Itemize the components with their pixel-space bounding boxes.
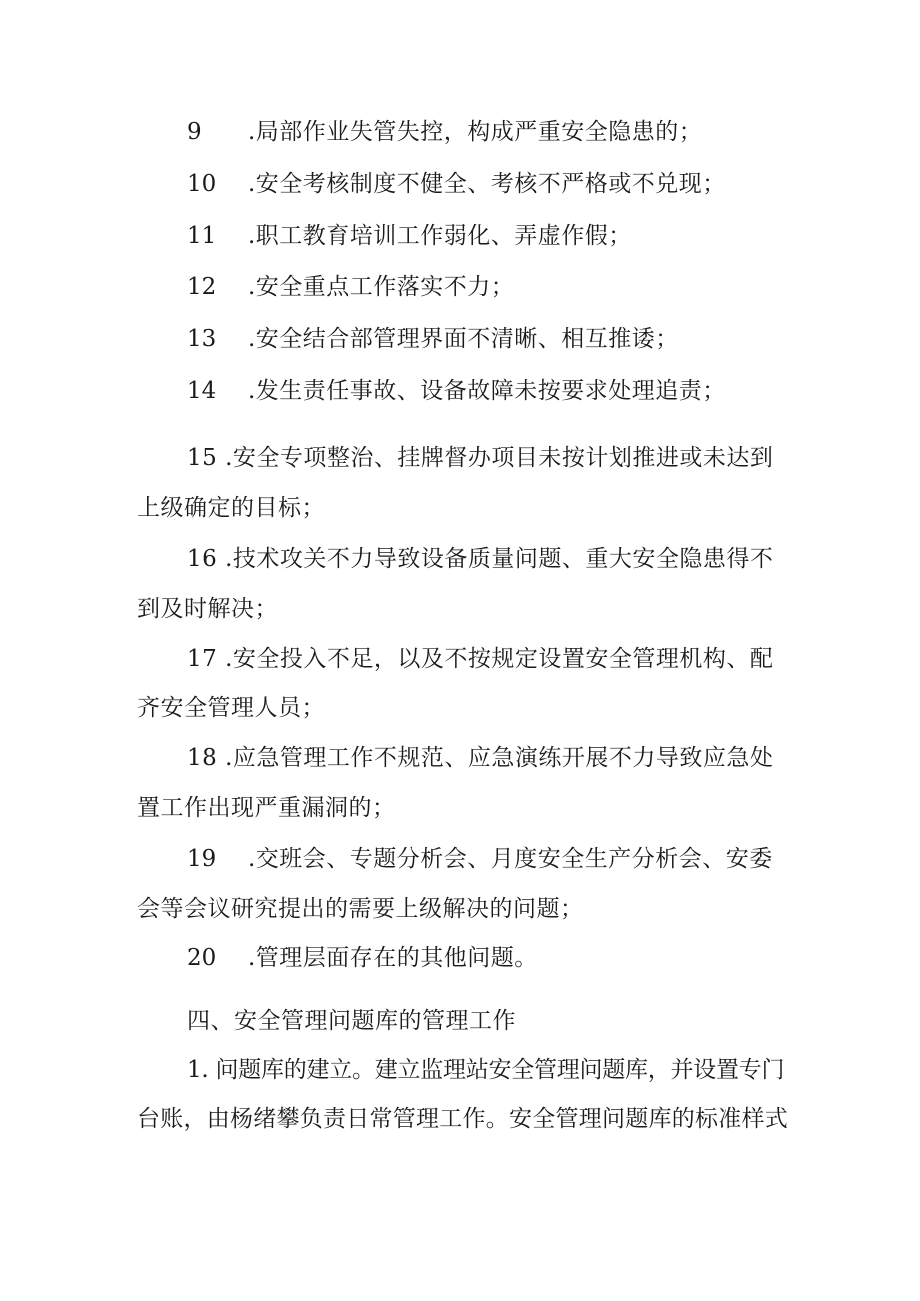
paragraph-line: 齐安全管理人员；	[137, 695, 325, 721]
paragraph-line: 台账，由杨绪攀负责日常管理工作。安全管理问题库的标准样式	[137, 1106, 788, 1132]
item-number: 9	[187, 119, 202, 145]
list-item-text: .局部作业失管失控，构成严重安全隐患的；	[248, 119, 703, 145]
list-item-text: .安全结合部管理界面不清晰、相互推诿；	[248, 326, 679, 352]
item-number: 12	[187, 274, 217, 300]
item-number: 14	[187, 378, 217, 404]
item-number: 20	[187, 945, 217, 971]
paragraph-line: 15 .安全专项整治、挂牌督办项目未按计划推进或未达到	[187, 445, 774, 471]
paragraph-line: 16 .技术攻关不力导致设备质量问题、重大安全隐患得不	[187, 546, 774, 572]
paragraph-line: 1. 问题库的建立。建立监理站安全管理问题库，并设置专门	[187, 1057, 785, 1083]
paragraph-line: 上级确定的目标；	[137, 495, 325, 521]
paragraph-line: 18 .应急管理工作不规范、应急演练开展不力导致应急处	[187, 745, 774, 771]
list-item-text: .职工教育培训工作弱化、弄虚作假；	[248, 223, 632, 249]
paragraph-line: 到及时解决；	[137, 596, 278, 622]
section-heading: 四、安全管理问题库的管理工作	[187, 1008, 516, 1034]
item-number: 13	[187, 326, 217, 352]
item-number: 10	[187, 171, 217, 197]
paragraph-line: .交班会、专题分析会、月度安全生产分析会、安委	[248, 846, 773, 872]
paragraph-line: 置工作出现严重漏洞的；	[137, 795, 396, 821]
list-item-text: .发生责任事故、设备故障未按要求处理追责；	[248, 378, 726, 404]
paragraph-line: 17 .安全投入不足，以及不按规定设置安全管理机构、配	[187, 646, 774, 672]
paragraph-line: 会等会议研究提出的需要上级解决的问题；	[137, 896, 584, 922]
item-number: 19	[187, 846, 217, 872]
item-number: 11	[187, 223, 217, 249]
list-item-text: .安全考核制度不健全、考核不严格或不兑现；	[248, 171, 726, 197]
list-item-text: .安全重点工作落实不力；	[248, 274, 515, 300]
list-item-text: .管理层面存在的其他问题。	[248, 945, 538, 971]
